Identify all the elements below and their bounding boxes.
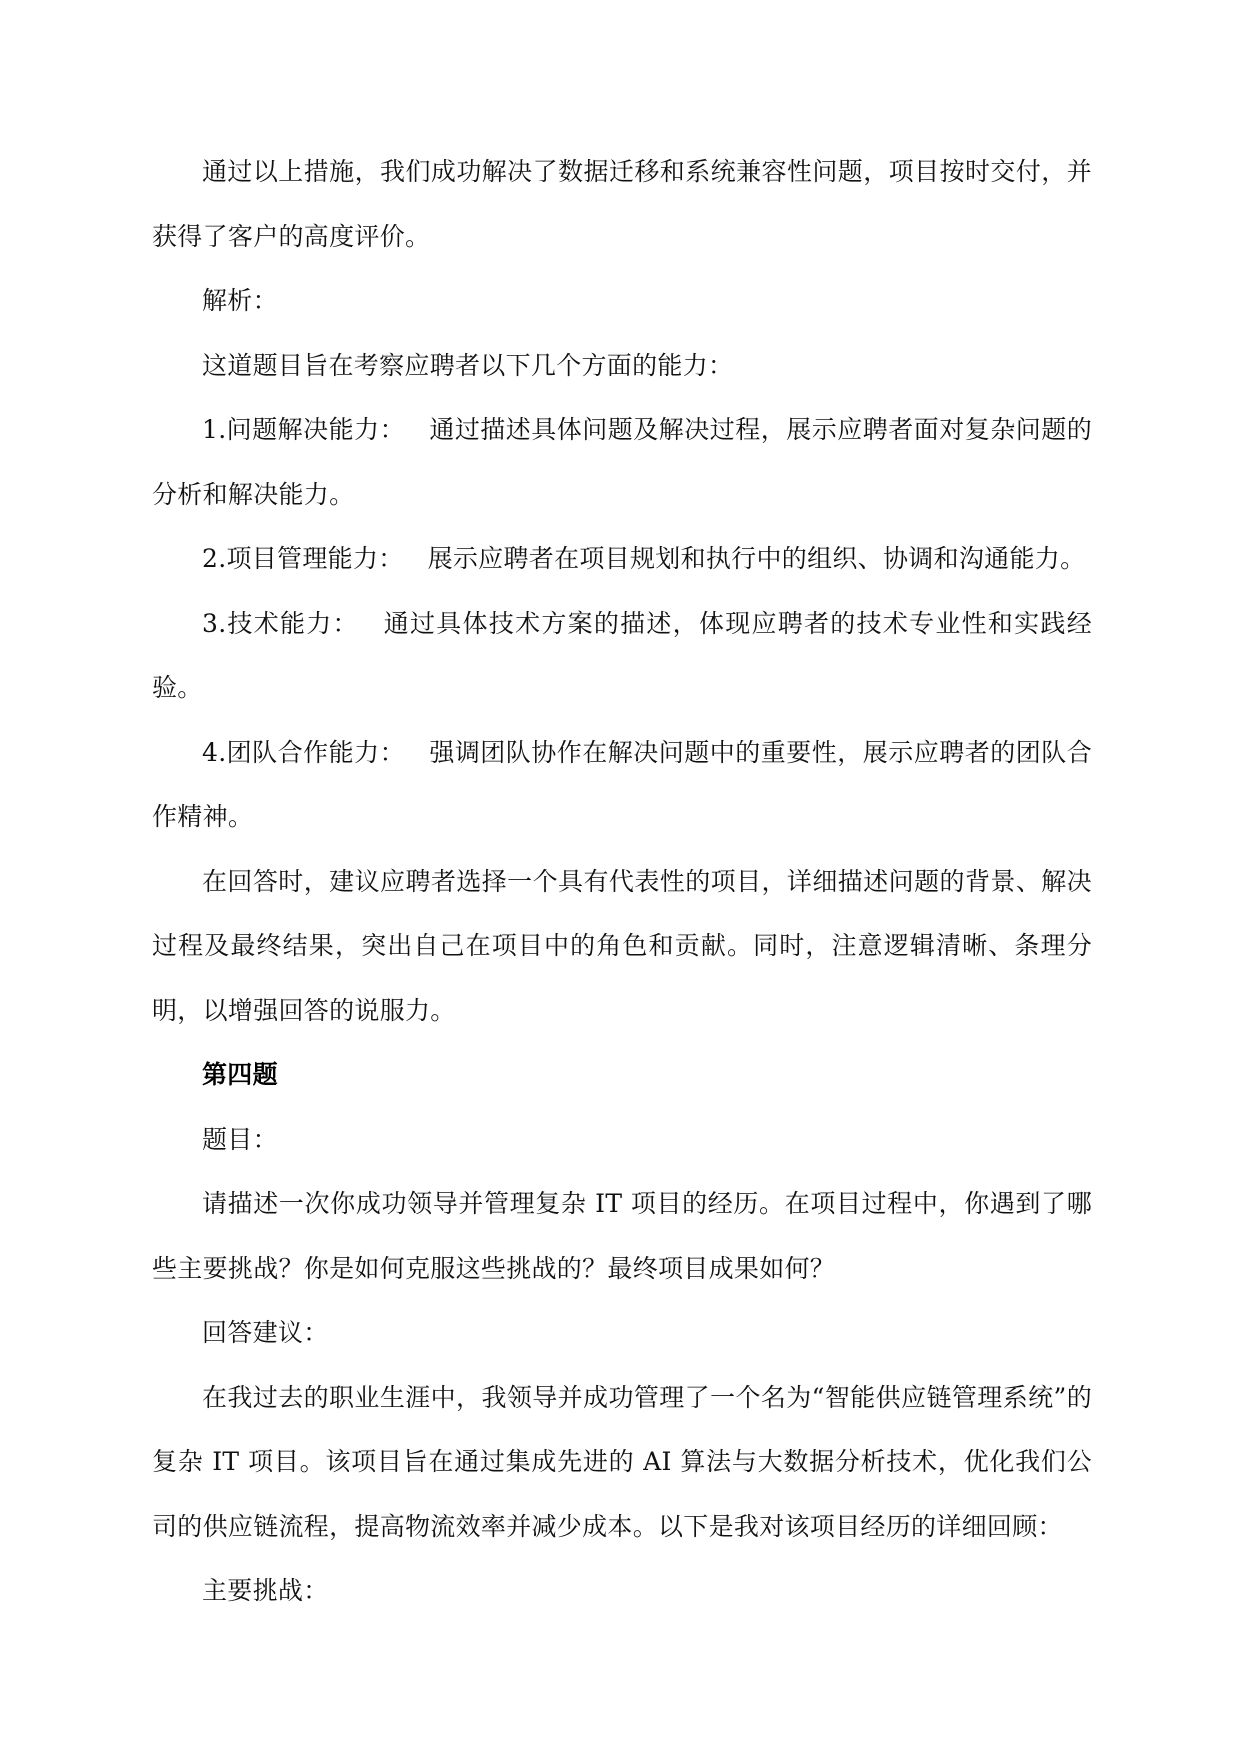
list-item-text: 展示应聘者在项目规划和执行中的组织、协调和沟通能力。 [427, 544, 1086, 573]
paragraph-analysis-intro: 这道题目旨在考察应聘者以下几个方面的能力： [202, 350, 734, 380]
list-item-text: 强调团队协作在解决问题中的重要性，展示应聘者的团队合作精神。 [152, 737, 1092, 831]
paragraph-challenges-label: 主要挑战： [202, 1576, 329, 1605]
list-item-label: 1.问题解决能力： [202, 415, 406, 444]
paragraph-answer-advice: 在回答时，建议应聘者选择一个具有代表性的项目，详细描述问题的背景、解决过程及最终结果，突出自己在项目中的角色和贡献。同时，注意逻辑清晰、条理分明，以增强回答的说服力。 [152, 866, 1092, 1025]
list-item-label: 4.团队合作能力： [202, 737, 406, 767]
list-item-text: 通过具体技术方案的描述，体现应聘者的技术专业性和实践经验。 [152, 608, 1092, 702]
paragraph-question-text: 请描述一次你成功领导并管理复杂 IT 项目的经历。在项目过程中，你遇到了哪些主要挑战？你是如何克服这些挑战的？最终项目成果如何？ [152, 1189, 1092, 1283]
paragraph-answer-text: 在我过去的职业生涯中，我领导并成功管理了一个名为“智能供应链管理系统”的复杂 IT 项目。该项目旨在通过集成先进的 AI 算法与大数据分析技术，优化我们公司的供应链流程，提高物流效率并减少成本。以下是我对该项目经历的详细回顾： [152, 1382, 1092, 1541]
list-item-text: 通过描述具体问题及解决过程，展示应聘者面对复杂问题的分析和解决能力。 [152, 415, 1092, 509]
list-item-label: 2.项目管理能力： [202, 544, 404, 573]
document-body [152, 140, 1092, 1624]
list-item-technical [152, 592, 1092, 721]
paragraph-question-label: 题目： [202, 1124, 278, 1154]
list-item-project-management [152, 527, 1092, 592]
paragraph-answer-label: 回答建议： [202, 1318, 329, 1347]
list-item-problem-solving [152, 398, 1092, 527]
list-item-teamwork [152, 721, 1092, 850]
section-heading-question-4: 第四题 [202, 1060, 278, 1089]
list-item-label: 3.技术能力： [202, 608, 359, 638]
paragraph-analysis-label: 解析： [202, 286, 278, 315]
paragraph-conclusion: 通过以上措施，我们成功解决了数据迁移和系统兼容性问题，项目按时交付，并获得了客户的高度评价。 [152, 157, 1092, 251]
